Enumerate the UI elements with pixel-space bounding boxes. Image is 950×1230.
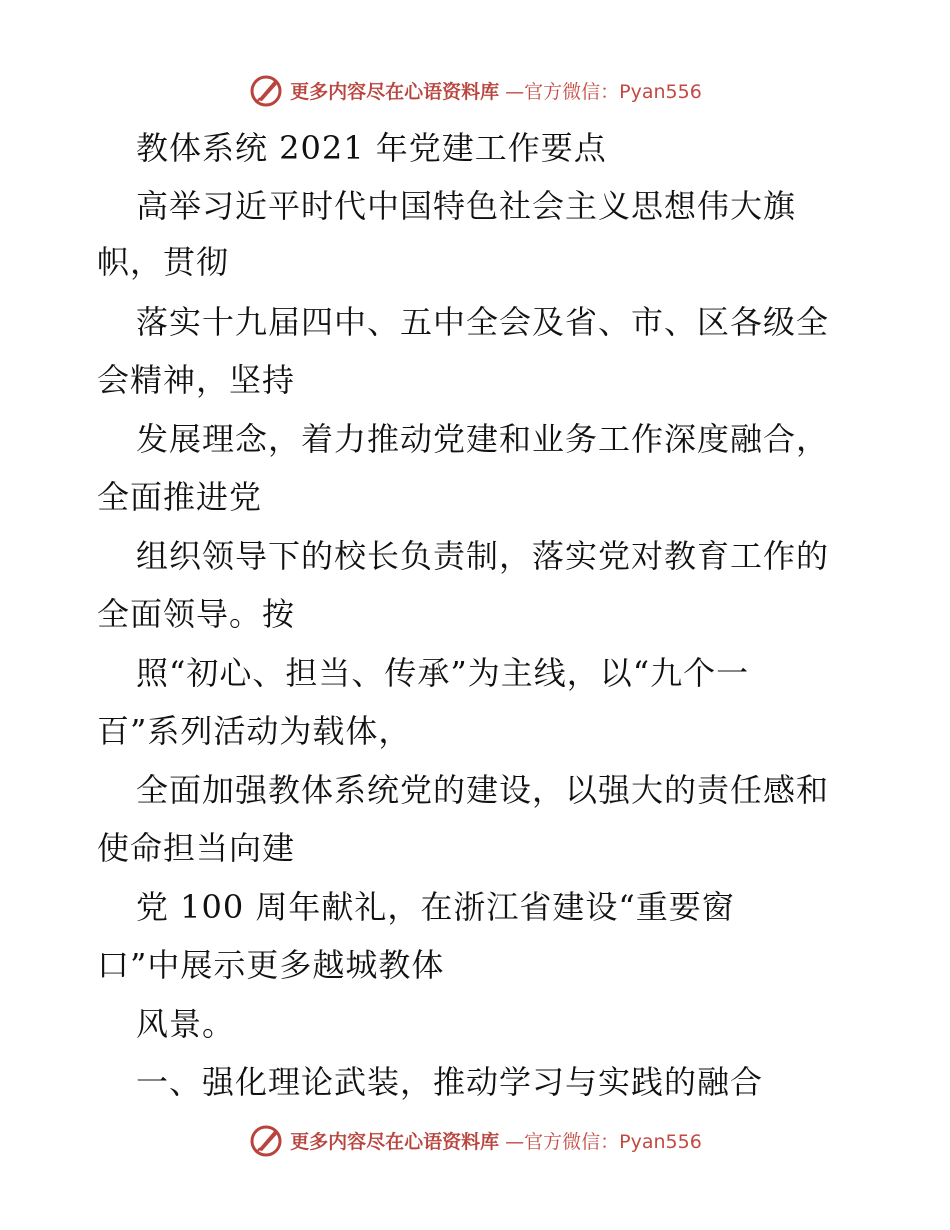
feather-pen-logo-icon — [248, 1122, 284, 1158]
paragraph-line: 高举习近平时代中国特色社会主义思想伟大旗 — [136, 187, 797, 225]
banner-contact-text: —官方微信：Pyan556 — [505, 1130, 702, 1153]
paragraph-line: 风景。 — [136, 1005, 236, 1043]
feather-pen-logo-icon — [248, 72, 284, 108]
paragraph-line: 全面加强教体系统党的建设，以强大的责任感和 — [136, 771, 830, 809]
paragraph-line: 发展理念，着力推动党建和业务工作深度融合， — [136, 420, 830, 458]
paragraph-line: 使命担当向建 — [97, 829, 296, 867]
banner-contact-text: —官方微信：Pyan556 — [505, 80, 702, 103]
document-title: 教体系统 2021 年党建工作要点 — [136, 129, 607, 167]
banner-brand-text: 更多内容尽在心语资料库 — [290, 80, 500, 103]
paragraph-line: 帜，贯彻 — [97, 243, 230, 281]
paragraph-line: 照“初心、担当、传承”为主线，以“九个一 — [136, 654, 750, 692]
paragraph-line: 百”系列活动为载体， — [97, 712, 412, 750]
section-heading: 一、强化理论武装，推动学习与实践的融合 — [136, 1063, 764, 1101]
banner-brand-text: 更多内容尽在心语资料库 — [290, 1130, 500, 1153]
paragraph-line: 会精神，坚持 — [97, 361, 296, 399]
paragraph-line: 口”中展示更多越城教体 — [97, 946, 445, 984]
paragraph-line: 全面推进党 — [97, 478, 263, 516]
paragraph-line: 全面领导。按 — [97, 595, 296, 633]
paragraph-line: 落实十九届四中、五中全会及省、市、区各级全 — [136, 303, 830, 341]
header-banner — [0, 68, 950, 112]
paragraph-line: 党 100 周年献礼，在浙江省建设“重要窗 — [136, 888, 735, 926]
paragraph-line: 组织领导下的校长负责制，落实党对教育工作的 — [136, 537, 830, 575]
footer-banner — [0, 1118, 950, 1162]
